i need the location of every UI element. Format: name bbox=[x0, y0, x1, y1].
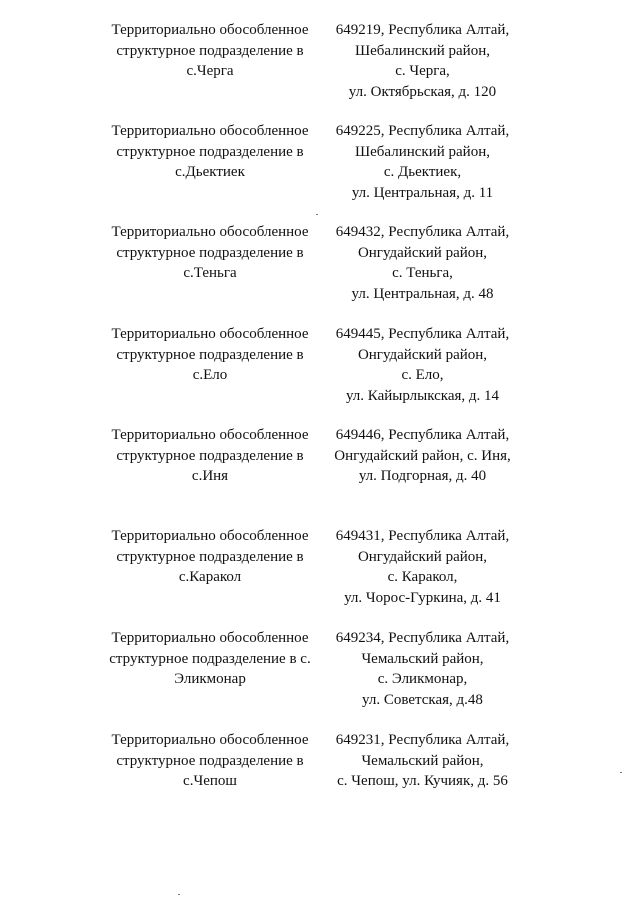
address-line: 649234, Республика Алтай, bbox=[335, 630, 510, 646]
subdivision-address bbox=[325, 20, 520, 102]
name-line: с.Чепош bbox=[183, 773, 237, 789]
subdivision-name bbox=[100, 425, 320, 487]
subdivision-address bbox=[325, 730, 520, 792]
address-line: 649231, Республика Алтай, bbox=[335, 732, 510, 748]
address-line: ул. Чорос-Гуркина, д. 41 bbox=[344, 589, 501, 606]
address-line: с. Каракол, bbox=[387, 569, 458, 585]
subdivision-address bbox=[325, 324, 520, 406]
address-line: Онгудайский район, bbox=[357, 548, 488, 565]
name-line: с.Иня bbox=[191, 468, 229, 484]
address-line: 649225, Республика Алтай, bbox=[335, 123, 510, 139]
name-line: с.Черга bbox=[186, 63, 234, 79]
name-line: с.Каракол bbox=[178, 569, 242, 585]
address-line: с. Черга, bbox=[395, 63, 450, 79]
name-line: Территориально обособленное bbox=[111, 630, 309, 646]
name-line: Территориально обособленное bbox=[111, 528, 309, 544]
scan-speck bbox=[620, 772, 622, 773]
name-line: Территориально обособленное bbox=[111, 123, 309, 139]
address-line: 649446, Республика Алтай, bbox=[335, 427, 510, 443]
subdivision-name bbox=[100, 121, 320, 183]
address-line: ул. Центральная, д. 48 bbox=[351, 285, 494, 302]
address-line: ул. Советская, д.48 bbox=[362, 691, 483, 708]
name-line: с.Ело bbox=[192, 367, 228, 383]
subdivision-address bbox=[325, 628, 520, 710]
address-line: ул. Подгорная, д. 40 bbox=[358, 468, 487, 484]
subdivision-name bbox=[100, 222, 320, 284]
name-line: структурное подразделение в bbox=[116, 752, 304, 769]
scan-speck bbox=[178, 894, 180, 895]
name-line: с.Теньга bbox=[183, 265, 237, 281]
address-line: с. Теньга, bbox=[392, 265, 453, 281]
name-line: Территориально обособленное bbox=[111, 224, 309, 240]
address-line: с. Дьектиек, bbox=[383, 164, 462, 180]
name-line: структурное подразделение в bbox=[116, 42, 304, 59]
subdivision-name bbox=[100, 20, 320, 82]
address-line: с. Чепош, ул. Кучияк, д. 56 bbox=[337, 773, 508, 789]
name-line: структурное подразделение в с. bbox=[109, 650, 311, 667]
address-line: ул. Центральная, д. 11 bbox=[351, 184, 494, 201]
address-line: с. Эликмонар, bbox=[377, 671, 468, 687]
subdivision-address bbox=[325, 121, 520, 203]
subdivision-name bbox=[100, 324, 320, 386]
address-line: Чемальский район, bbox=[361, 752, 484, 769]
name-line: структурное подразделение в bbox=[116, 447, 304, 464]
subdivision-name bbox=[100, 628, 320, 690]
address-line: 649431, Республика Алтай, bbox=[335, 528, 510, 544]
address-line: Чемальский район, bbox=[361, 650, 484, 667]
subdivision-address bbox=[325, 425, 520, 487]
subdivision-name bbox=[100, 526, 320, 588]
address-line: 649219, Республика Алтай, bbox=[335, 22, 510, 38]
address-line: 649432, Республика Алтай, bbox=[335, 224, 510, 240]
name-line: с.Дьектиек bbox=[175, 164, 245, 180]
address-line: 649445, Республика Алтай, bbox=[335, 326, 510, 342]
address-line: ул. Кайырлыкская, д. 14 bbox=[345, 387, 500, 404]
name-line: структурное подразделение в bbox=[116, 143, 304, 160]
name-line: Территориально обособленное bbox=[111, 22, 309, 38]
address-line: Онгудайский район, bbox=[357, 244, 488, 261]
address-line: Онгудайский район, bbox=[357, 346, 488, 363]
subdivision-address bbox=[325, 526, 520, 608]
name-line: Территориально обособленное bbox=[111, 326, 309, 342]
name-line: Территориально обособленное bbox=[111, 427, 309, 443]
address-line: Онгудайский район, с. Иня, bbox=[334, 447, 511, 464]
subdivision-name bbox=[100, 730, 320, 792]
name-line: Эликмонар bbox=[174, 671, 246, 687]
name-line: структурное подразделение в bbox=[116, 244, 304, 261]
name-line: структурное подразделение в bbox=[116, 548, 304, 565]
address-line: Шебалинский район, bbox=[355, 42, 490, 59]
address-line: с. Ело, bbox=[401, 367, 444, 383]
address-line: Шебалинский район, bbox=[355, 143, 490, 160]
scan-speck bbox=[316, 214, 318, 215]
address-line: ул. Октябрьская, д. 120 bbox=[348, 83, 497, 100]
name-line: структурное подразделение в bbox=[116, 346, 304, 363]
name-line: Территориально обособленное bbox=[111, 732, 309, 748]
subdivision-address bbox=[325, 222, 520, 304]
